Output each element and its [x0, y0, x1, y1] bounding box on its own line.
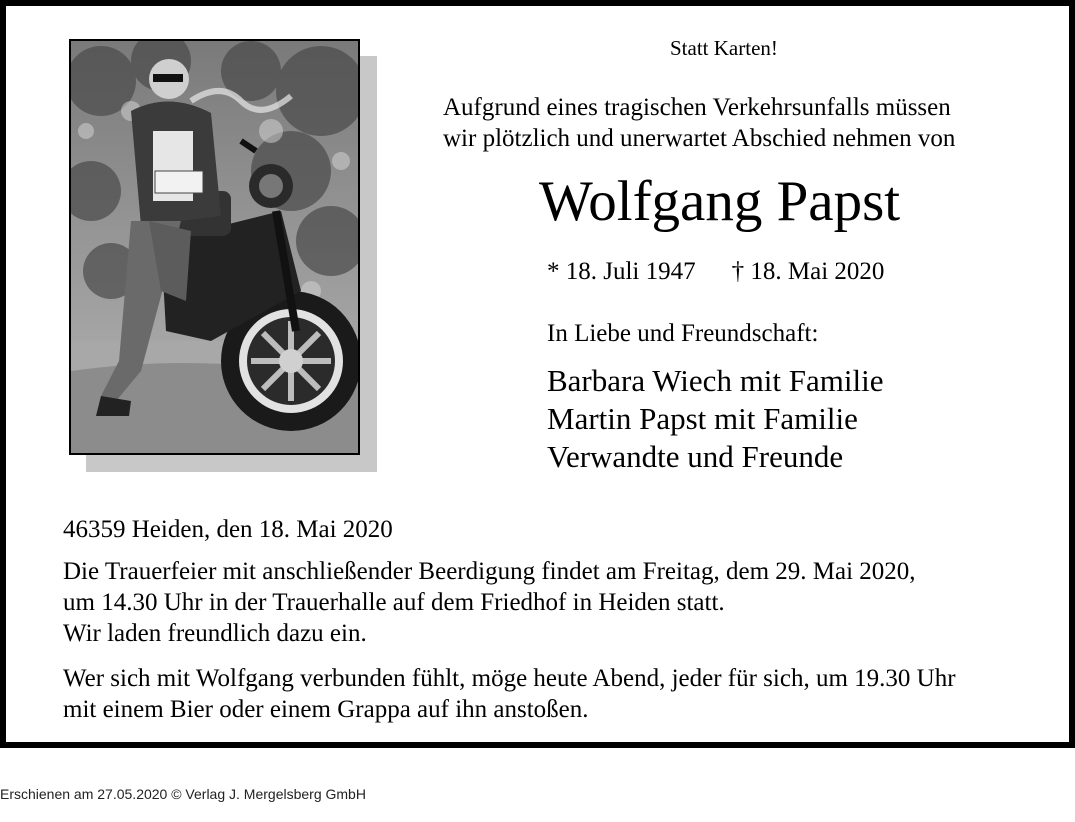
toast-line: mit einem Bier oder einem Grappa auf ihn anstoßen.	[63, 696, 589, 723]
birth-date: * 18. Juli 1947	[547, 258, 696, 285]
intro-line-1: Aufgrund eines tragischen Verkehrsunfalls müssen	[443, 94, 951, 121]
funeral-line: um 14.30 Uhr in der Trauerhalle auf dem Friedhof in Heiden statt.	[63, 589, 725, 616]
toast-paragraph	[63, 663, 956, 725]
intro-line-2: wir plötzlich und unerwartet Abschied nehmen von	[443, 125, 956, 152]
toast-line: Wer sich mit Wolfgang verbunden fühlt, möge heute Abend, jeder für sich, um 19.30 Uhr	[63, 665, 956, 692]
mourner-line: Martin Papst mit Familie	[547, 401, 858, 436]
mourner-line: Barbara Wiech mit Familie	[547, 363, 884, 398]
love-line: In Liebe und Freundschaft:	[547, 320, 819, 347]
life-dates	[547, 259, 884, 284]
deceased-name: Wolfgang Papst	[539, 170, 901, 233]
funeral-line: Die Trauerfeier mit anschließender Beerdigung findet am Freitag, dem 29. Mai 2020,	[63, 558, 916, 585]
funeral-line: Wir laden freundlich dazu ein.	[63, 620, 367, 647]
publication-footer: Erschienen am 27.05.2020 © Verlag J. Mergelsberg GmbH	[0, 786, 366, 802]
place-date: 46359 Heiden, den 18. Mai 2020	[63, 516, 393, 543]
mourner-line: Verwandte und Freunde	[547, 439, 844, 474]
man-on-motorcycle-photo	[69, 39, 360, 455]
photo-illustration	[71, 41, 358, 453]
funeral-paragraph	[63, 556, 916, 649]
death-date: † 18. Mai 2020	[731, 258, 885, 285]
header-text: Statt Karten!	[670, 36, 778, 60]
